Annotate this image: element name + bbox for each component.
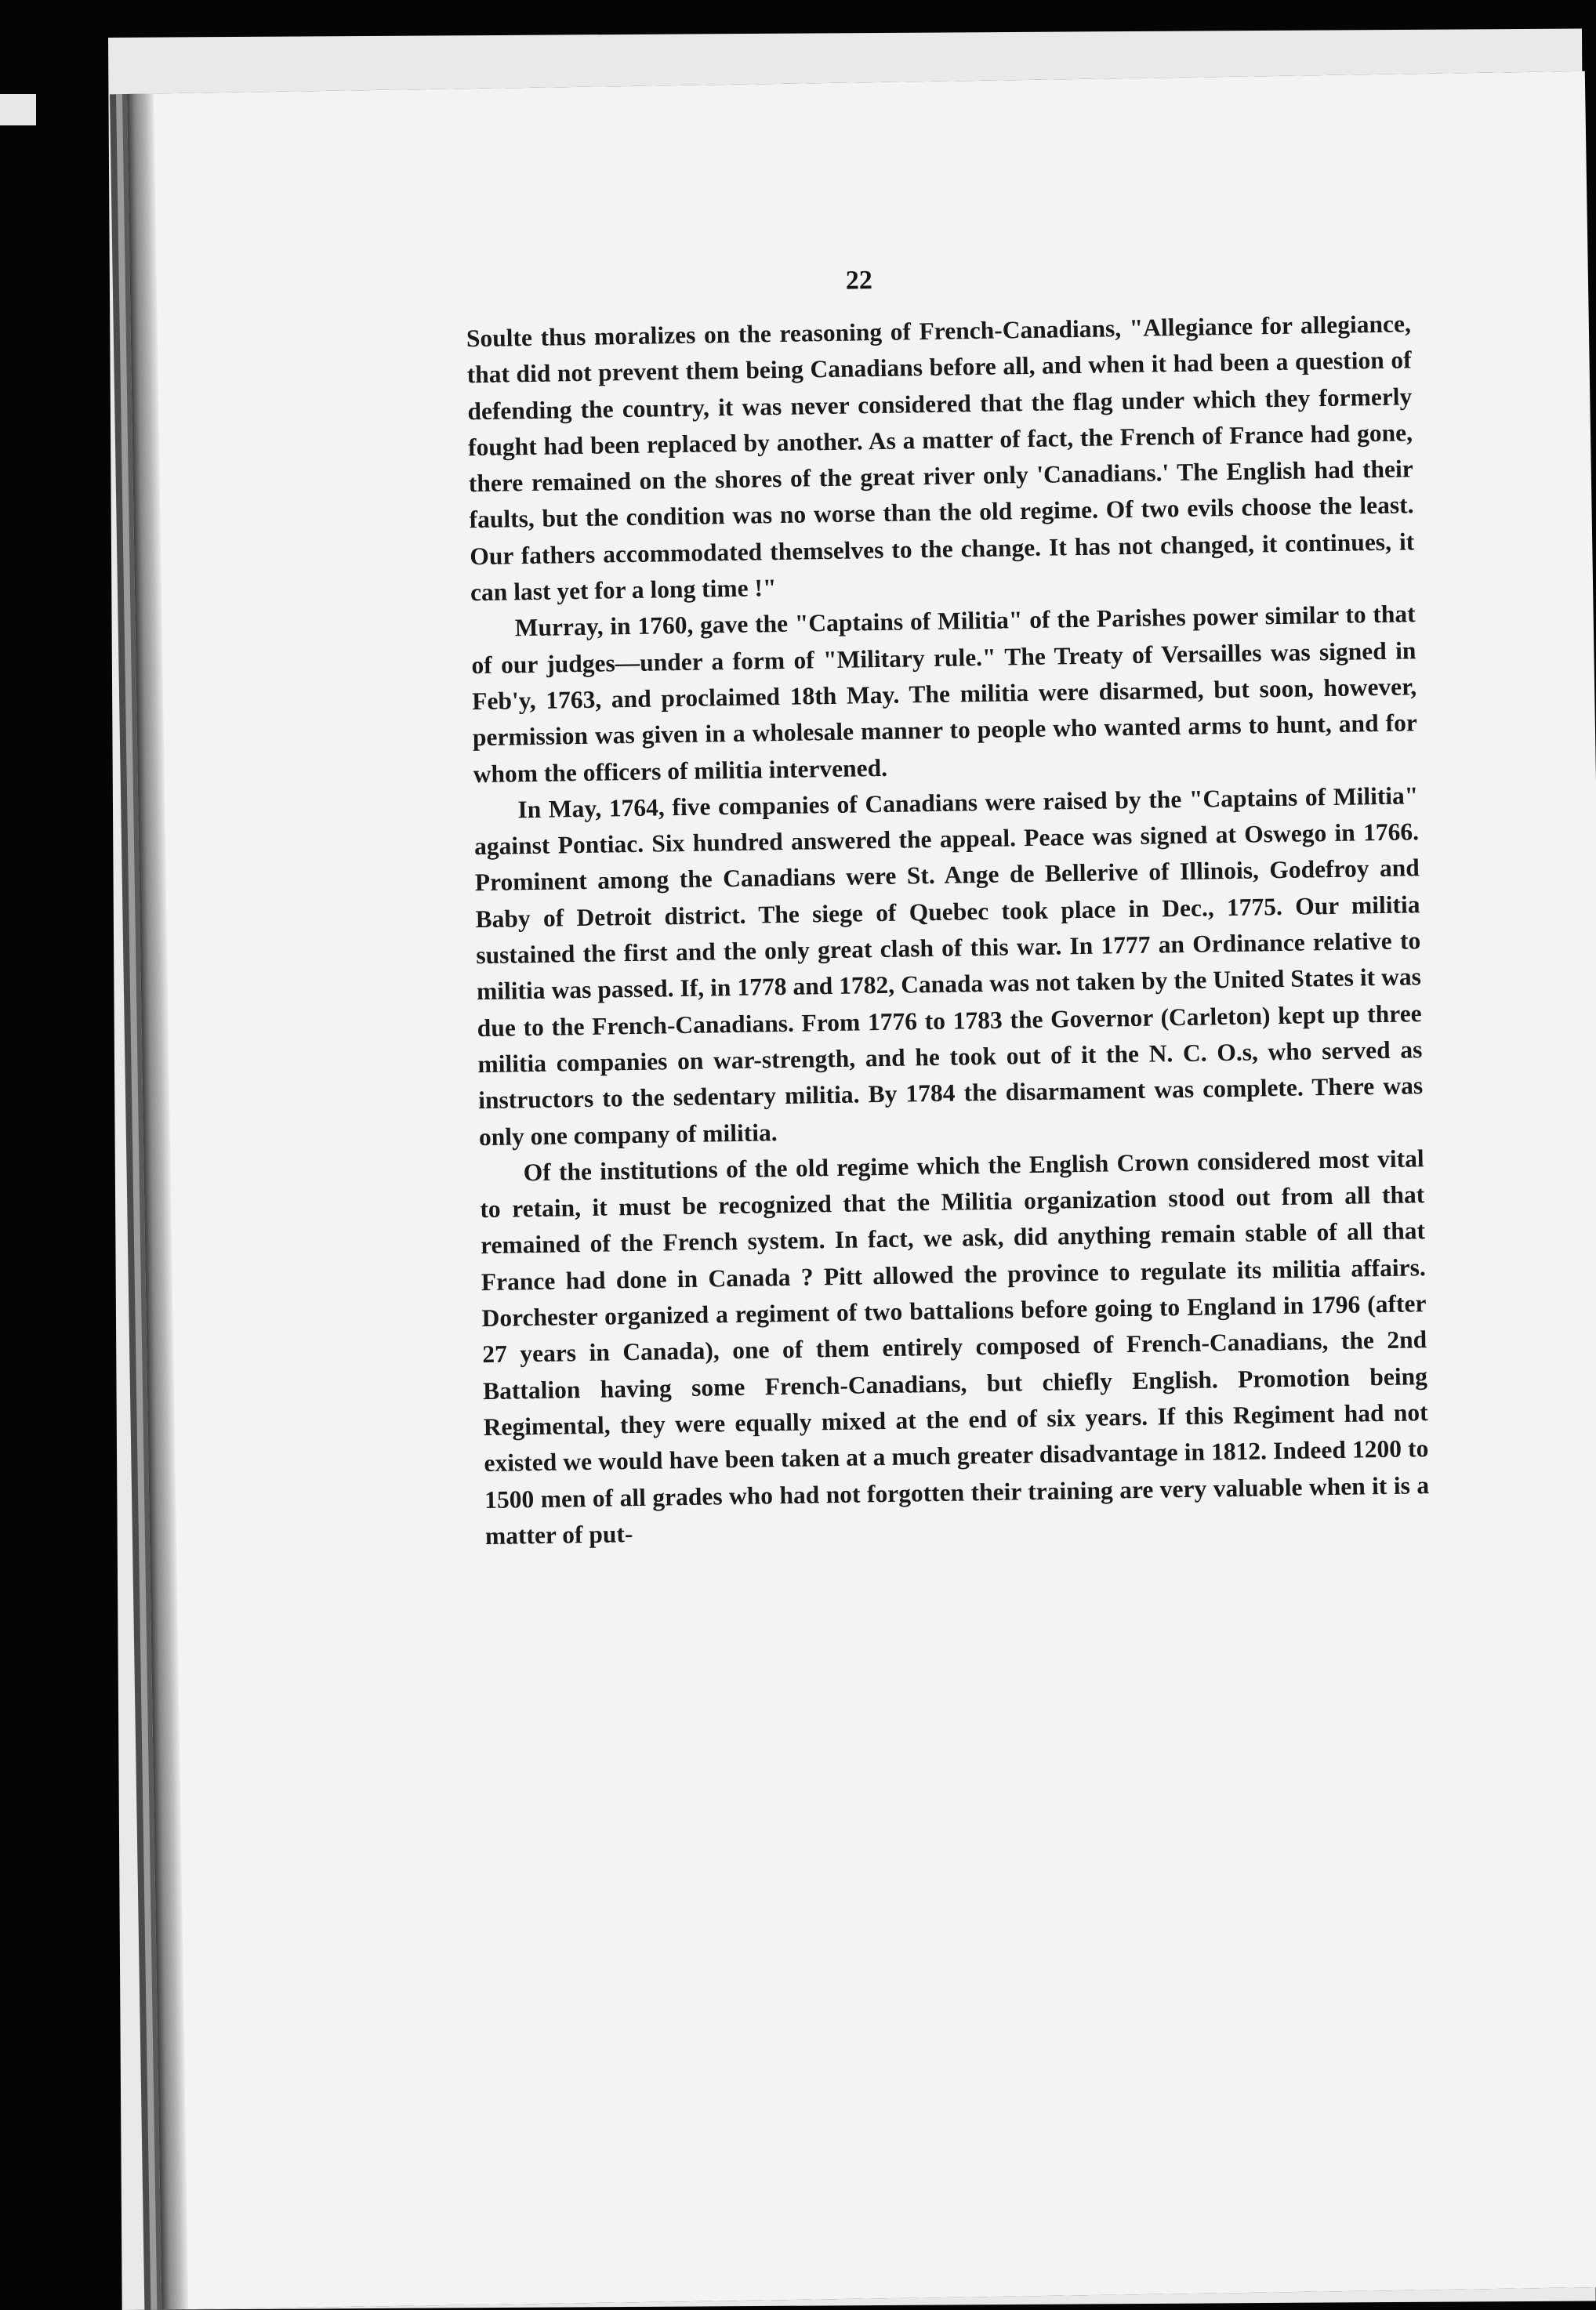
film-edge-mark: [0, 94, 36, 125]
body-text: [466, 306, 1431, 1554]
page-number: 22: [845, 266, 873, 296]
paragraph-1: Soulte thus moralizes on the reasoning of French-Canadians, "Allegiance for allegiance, that did not prevent them being Canadians before all, and when it had been a question of defending the country, it was never considered that the flag under which they formerly fought had been replaced by another. As a matter of fact, the French of France had gone, there remained on the shores of the great river only 'Canadians.' The English had their faults, but the condition was no worse than the old regime. Of two evils choose the least. Our fathers accommodated themselves to the change. It has not changed, it continues, it can last yet for a long time !": [466, 310, 1415, 607]
paragraph-3: In May, 1764, five companies of Canadians were raised by the "Captains of Militia" against Pontiac. Six hundred answered the appeal. Peace was signed at Oswego in 1766. Prominent among the Canadians were St. Ange de Bellerive of Illinois, Godefroy and Baby of Detroit district. The siege of Quebec took place in Dec., 1775. Our militia sustained the first and the only great clash of this war. In 1777 an Ordinance relative to militia was passed. If, in 1778 and 1782, Canada was not taken by the United States it was due to the French-Canadians. From 1776 to 1783 the Governor (Carleton) kept up three militia companies on war-strength, and he took out of it the N. C. O.s, who served as instructors to the sedentary militia. By 1784 the disarmament was complete. There was only one company of militia.: [473, 781, 1424, 1151]
book-page: [127, 71, 1596, 2310]
paragraph-2: Murray, in 1760, gave the "Captains of Militia" of the Parishes power similar to that of our judges—under a form of "Military rule." The Treaty of Versailles was signed in Feb'y, 1763, and proclaimed 18th May. The militia were disarmed, but soon, however, permission was given in a wholesale manner to people who wanted arms to hunt, and for whom the officers of militia intervened.: [471, 600, 1418, 788]
paragraph-4: Of the institutions of the old regime which the English Crown considered most vital to retain, it must be recognized that the Militia organization stood out from all that remained of the French system. In fact, we ask, did anything remain stable of all that France had done in Canada ? Pitt allowed the province to regulate its militia affairs. Dorchester organized a regiment of two battalions before going to England in 1796 (after 27 years in Canada), one of them entirely composed of French-Canadians, the 2nd Battalion having some French-Canadians, but chiefly English. Promotion being Regimental, they were equally mixed at the end of six years. If this Regiment had not existed we would have been taken at a much greater disadvantage in 1812. Indeed 1200 to 1500 men of all grades who had not forgotten their training are very valuable when it is a matter of put-: [480, 1144, 1430, 1550]
